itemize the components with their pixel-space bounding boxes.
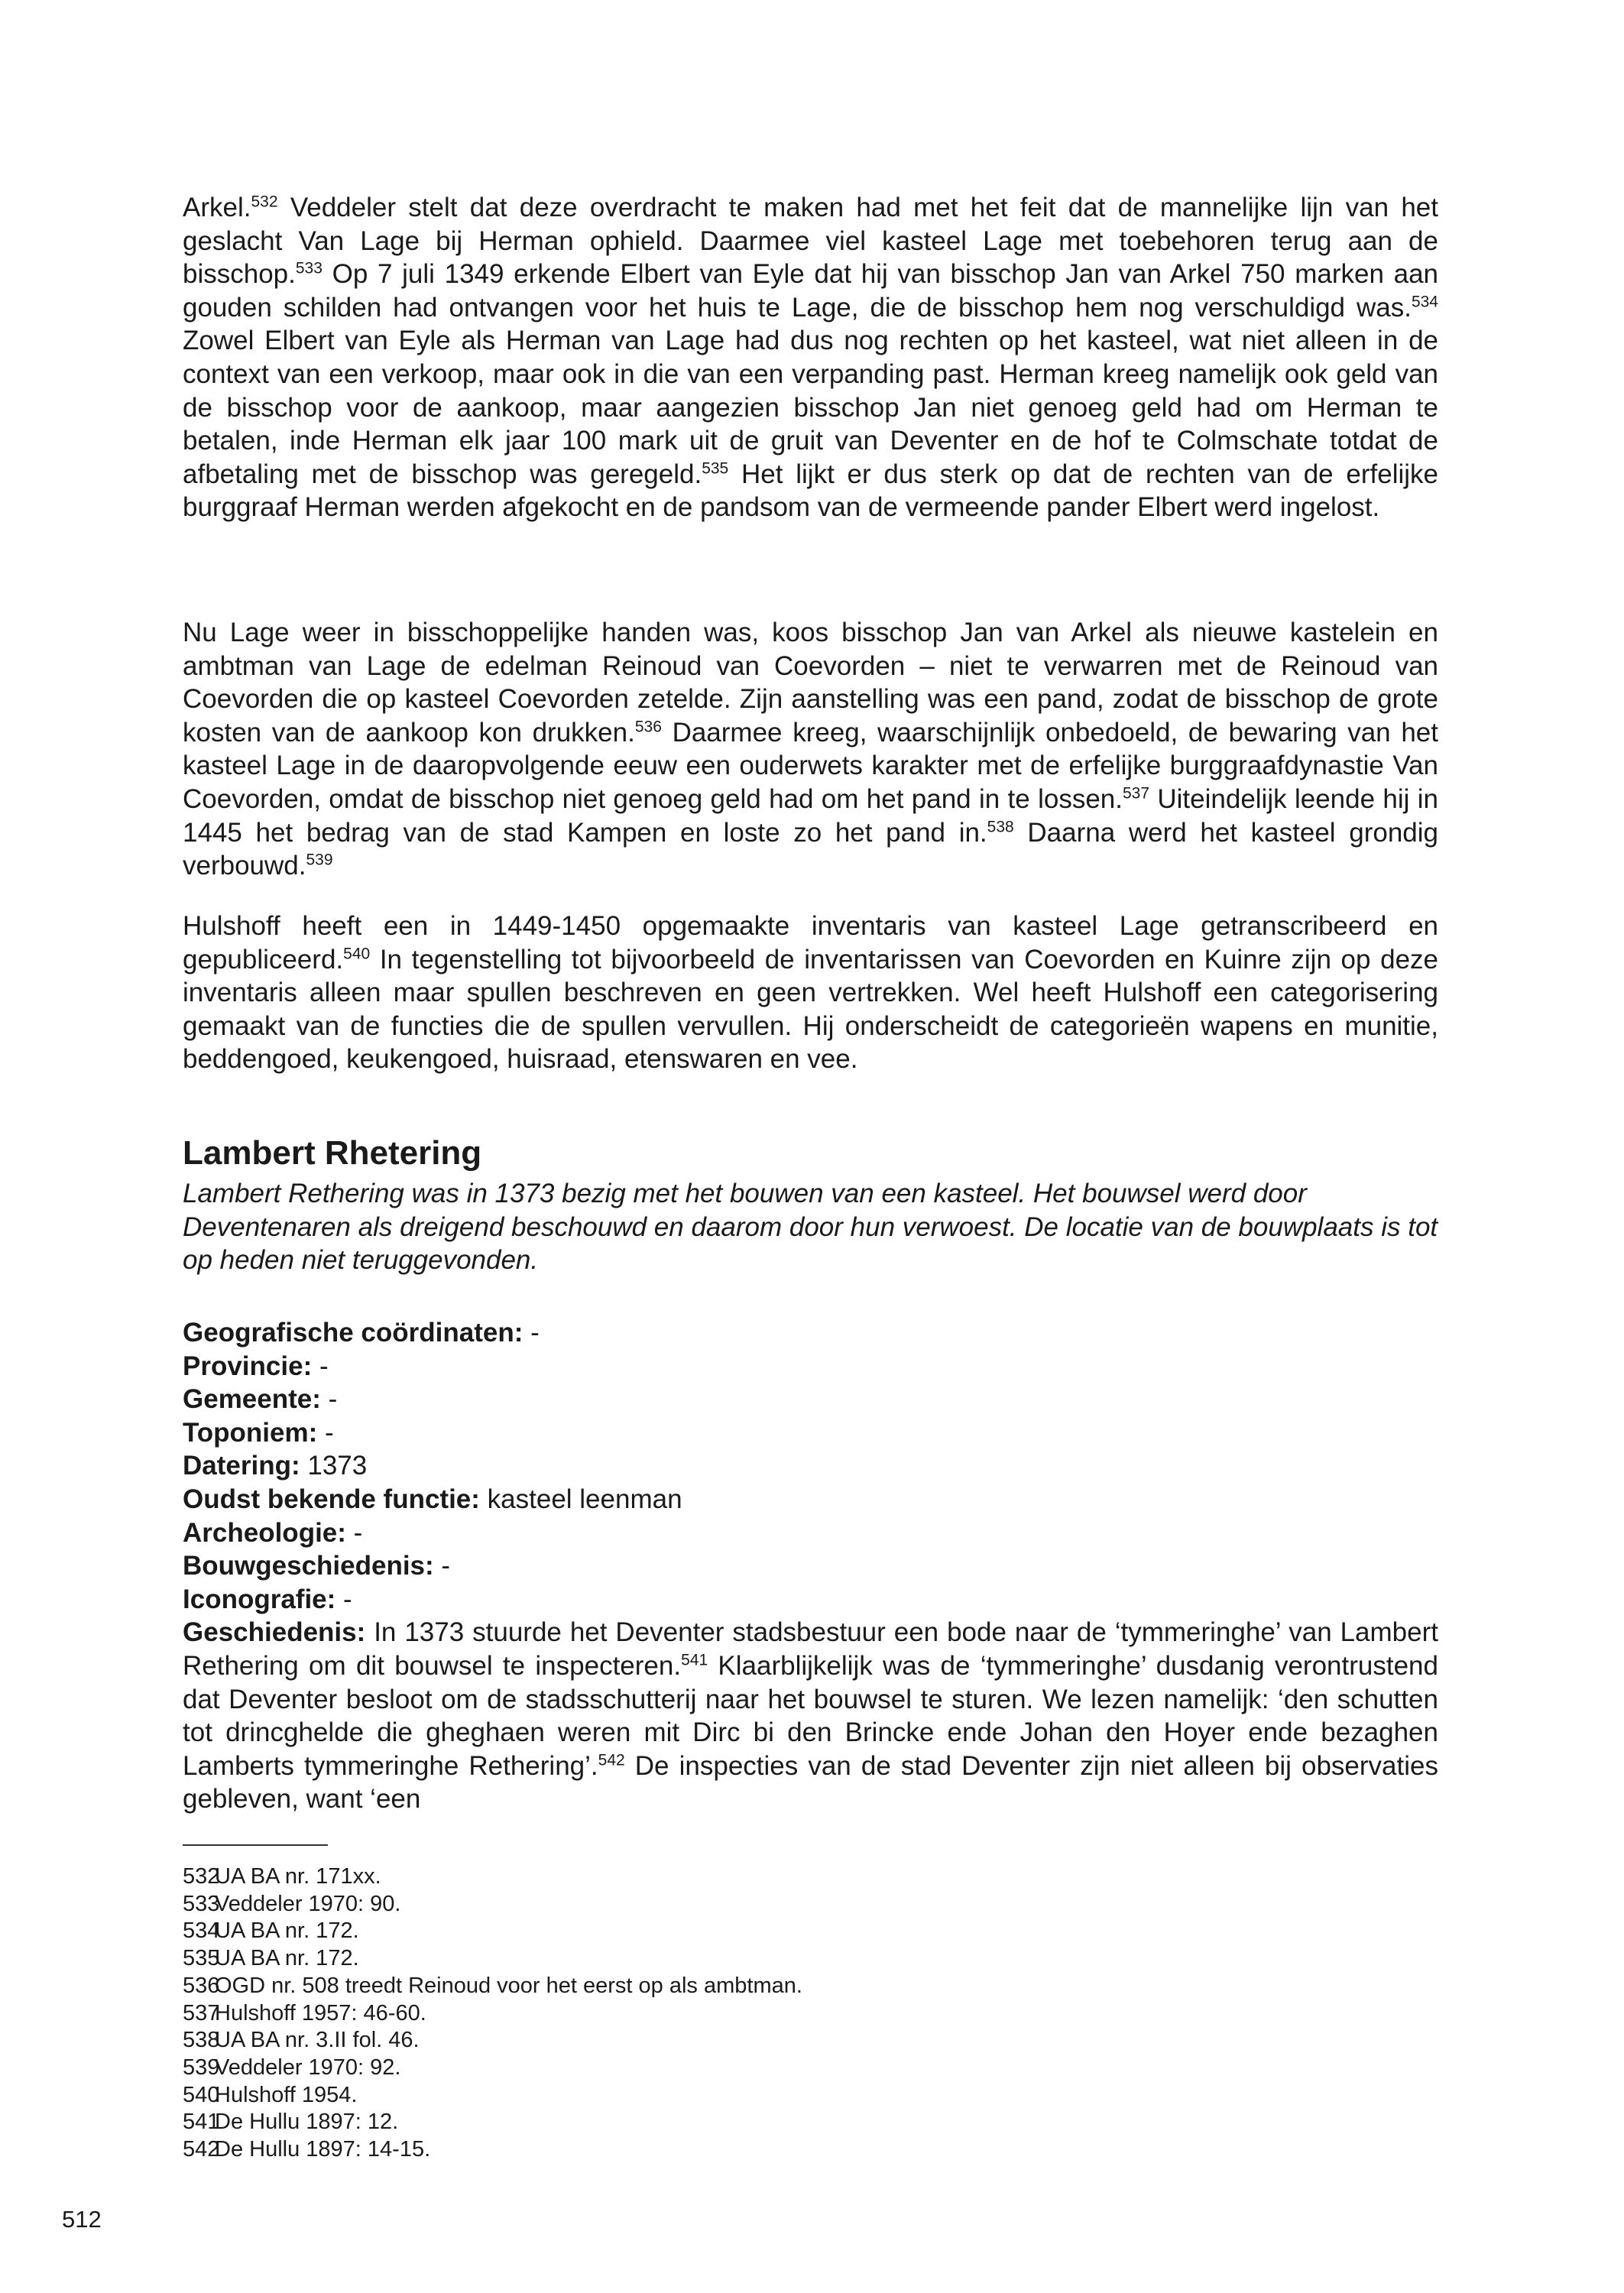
- footnote-number: 540: [183, 2082, 220, 2107]
- text-run: Daarna werd het kasteel grondig verbouwd.: [183, 817, 1438, 881]
- footnote: [183, 2027, 802, 2055]
- text-run: Uiteindelijk leende hij in 1445 het bedrag van de stad Kampen en loste zo het pand in.: [183, 783, 1438, 848]
- footnote-number: 539: [183, 2055, 220, 2080]
- field-value: kasteel leenman: [479, 1484, 682, 1514]
- field-value: -: [312, 1351, 329, 1381]
- footnote: [183, 1945, 802, 1973]
- footnote-ref: 539: [306, 851, 333, 869]
- footnote-text: Veddeler 1970: 90.: [215, 1891, 401, 1916]
- footnote-text: Veddeler 1970: 92.: [215, 2055, 401, 2080]
- body-paragraph-3: [183, 910, 1438, 1076]
- field-row: [183, 1516, 1438, 1550]
- text-run: In tegenstelling tot bijvoorbeeld de inventarissen van Coevorden en Kuinre zijn op deze inventaris alleen maar spullen beschreven en geen vertrekken. Wel heeft Hulshoff een categorisering gemaakt van de functies die de spullen vervullen. Hij onderscheidt de categorieën wapens en munitie, beddengoed, keukengoed, huisraad, etenswaren en vee.: [183, 944, 1438, 1075]
- field-value: 1373: [300, 1451, 368, 1481]
- footnote-ref: 533: [295, 259, 323, 277]
- field-value: -: [317, 1417, 334, 1448]
- footnote-number: 532: [183, 1864, 220, 1889]
- section-heading: Lambert Rhetering: [183, 1134, 482, 1172]
- footnote-ref: 542: [598, 1751, 625, 1769]
- field-row: [183, 1416, 1438, 1450]
- footnote-number: 536: [183, 1973, 220, 1998]
- footnote: [183, 1973, 802, 2000]
- text-run: Het lijkt er dus sterk op dat de rechten van de erfelijke burggraaf Herman werden afgekocht en de pandsom van de vermeende pander Elbert werd ingelost.: [183, 459, 1439, 523]
- footnote-text: UA BA nr. 171xx.: [215, 1864, 381, 1889]
- footnote: [183, 1891, 802, 1918]
- field-label: Bouwgeschiedenis:: [183, 1551, 434, 1581]
- field-value: -: [320, 1384, 338, 1415]
- text-run: Klaarblijkelijk was de ‘tymmeringhe’ dusdanig verontrustend dat Deventer besloot om de stadsschutterij naar het bouwsel te sturen. We lezen namelijk: ‘den schutten tot drincghelde die gheghaen weren mit Dirc bi den Brincke ende Johan den Hoyer ende bezaghen Lamberts tymmeringhe Rethering’.: [183, 1650, 1438, 1781]
- footnote-text: UA BA nr. 172.: [215, 1918, 359, 1944]
- text-run: Hulshoff heeft een in 1449-1450 opgemaakte inventaris van kasteel Lage getranscribeerd en gepubliceerd.: [183, 911, 1438, 975]
- footnote-number: 535: [183, 1946, 220, 1971]
- footnote-divider: [183, 1844, 328, 1846]
- body-paragraph-2: [183, 616, 1438, 883]
- footnote-text: UA BA nr. 3.II fol. 46.: [215, 2028, 420, 2053]
- field-value: -: [523, 1318, 540, 1348]
- footnote-ref: 535: [702, 459, 729, 478]
- footnote-text: De Hullu 1897: 14-15.: [215, 2137, 431, 2162]
- field-row: [183, 1583, 1438, 1617]
- footnote-ref: 541: [681, 1651, 708, 1669]
- footnote-number: 538: [183, 2028, 220, 2053]
- field-row: [183, 1483, 1438, 1516]
- field-label: Iconografie:: [183, 1584, 336, 1614]
- field-label: Oudst bekende functie:: [183, 1484, 480, 1514]
- field-value: -: [335, 1584, 352, 1614]
- footnote: [183, 2082, 802, 2110]
- footnote-text: OGD nr. 508 treedt Reinoud voor het eerst op als ambtman.: [215, 1973, 802, 1998]
- footnote-ref: 534: [1411, 293, 1438, 311]
- footnote-number: 537: [183, 2000, 220, 2025]
- footnote: [183, 2109, 802, 2136]
- footnote-number: 534: [183, 1918, 220, 1944]
- metadata-fields: [183, 1316, 1438, 1816]
- field-value: -: [433, 1551, 451, 1581]
- field-row: [183, 1350, 1438, 1383]
- field-label: Provincie:: [183, 1351, 313, 1381]
- footnote-ref: 536: [634, 718, 662, 736]
- field-label: Gemeente:: [183, 1384, 321, 1415]
- footnote-text: Hulshoff 1954.: [215, 2082, 358, 2107]
- field-label: Geografische coördinaten:: [183, 1318, 524, 1348]
- footnote-number: 542: [183, 2137, 220, 2162]
- field-row: [183, 1383, 1438, 1416]
- footnote: [183, 2136, 802, 2164]
- text-run: Nu Lage weer in bisschoppelijke handen was, koos bisschop Jan van Arkel als nieuwe kastelein en ambtman van Lage de edelman Reinoud van Coevorden – niet te verwarren met de Reinoud van Coevorden die op kasteel Coevorden zetelde. Zijn aanstelling was een pand, zodat de bisschop de grote kosten van de aankoop kon drukken.: [183, 618, 1438, 748]
- text-run: De inspecties van de stad Deventer zijn niet alleen bij observaties gebleven, want ‘een: [183, 1750, 1438, 1815]
- field-value: -: [345, 1517, 363, 1548]
- footnote-text: Hulshoff 1957: 46-60.: [215, 2000, 426, 2025]
- text-run: Daarmee kreeg, waarschijnlijk onbedoeld, de bewaring van het kasteel Lage in de daaropvolgende eeuw een ouderwets karakter met de erfelijke burggraafdynastie Van Coevorden, omdat de bisschop niet genoeg geld had om het pand in te lossen.: [183, 717, 1438, 814]
- footnote-number: 533: [183, 1891, 220, 1916]
- field-row: [183, 1316, 1438, 1350]
- footnote-text: De Hullu 1897: 12.: [215, 2110, 399, 2135]
- history-text: [183, 1617, 1438, 1814]
- footnote: [183, 1918, 802, 1945]
- text-run: Veddeler stelt dat deze overdracht te maken had met het feit dat de mannelijke lijn van het geslacht Van Lage bij Herman ophield. Daarmee viel kasteel Lage met toebehoren terug aan de bisschop.: [183, 193, 1438, 290]
- footnote: [183, 2055, 802, 2082]
- field-label: Toponiem:: [183, 1417, 318, 1448]
- footnote: [183, 2000, 802, 2028]
- history-label: Geschiedenis:: [183, 1617, 366, 1648]
- footnote-ref: 532: [251, 193, 278, 211]
- footnote: [183, 1863, 802, 1891]
- text-run: Zowel Elbert van Eyle als Herman van Lage had dus nog rechten op het kasteel, wat niet alleen in de context van een verkoop, maar ook in die van een verpanding past. Herman kreeg namelijk ook geld van de bisschop voor de aankoop, maar aangezien bisschop Jan niet genoeg geld had om Herman te betalen, inde Herman elk jaar 100 mark uit de gruit van Deventer en de hof te Colmschate totdat de afbetaling met de bisschop was geregeld.: [183, 326, 1438, 489]
- text-run: In 1373 stuurde het Deventer stadsbestuur een bode naar de ‘tymmeringhe’ van Lambert Rethering om dit bouwsel te inspecteren.: [183, 1617, 1438, 1681]
- text-run: Arkel.: [183, 193, 251, 222]
- body-paragraph-1: [183, 191, 1438, 524]
- field-row: [183, 1449, 1438, 1483]
- history-paragraph: [183, 1616, 1438, 1816]
- field-label: Datering:: [183, 1451, 300, 1481]
- footnote-number: 541: [183, 2110, 220, 2135]
- footnote-ref: 538: [987, 817, 1014, 835]
- field-row: [183, 1549, 1438, 1583]
- page-number: 512: [62, 2206, 102, 2233]
- footnote-text: UA BA nr. 172.: [215, 1946, 359, 1971]
- footnote-ref: 540: [343, 944, 371, 962]
- section-intro: Lambert Rethering was in 1373 bezig met het bouwen van een kasteel. Het bouwsel werd door Deventenaren als dreigend beschouwd en daarom door hun verwoest. De locatie van de bouwplaats is tot op heden niet teruggevonden.: [183, 1179, 1438, 1276]
- footnote-ref: 537: [1122, 784, 1150, 803]
- text-run: Op 7 juli 1349 erkende Elbert van Eyle dat hij van bisschop Jan van Arkel 750 marken aan gouden schilden had ontvangen voor het huis te Lage, die de bisschop hem nog verschuldigd was.: [183, 259, 1438, 323]
- footnotes: [183, 1863, 802, 2164]
- field-label: Archeologie:: [183, 1517, 346, 1548]
